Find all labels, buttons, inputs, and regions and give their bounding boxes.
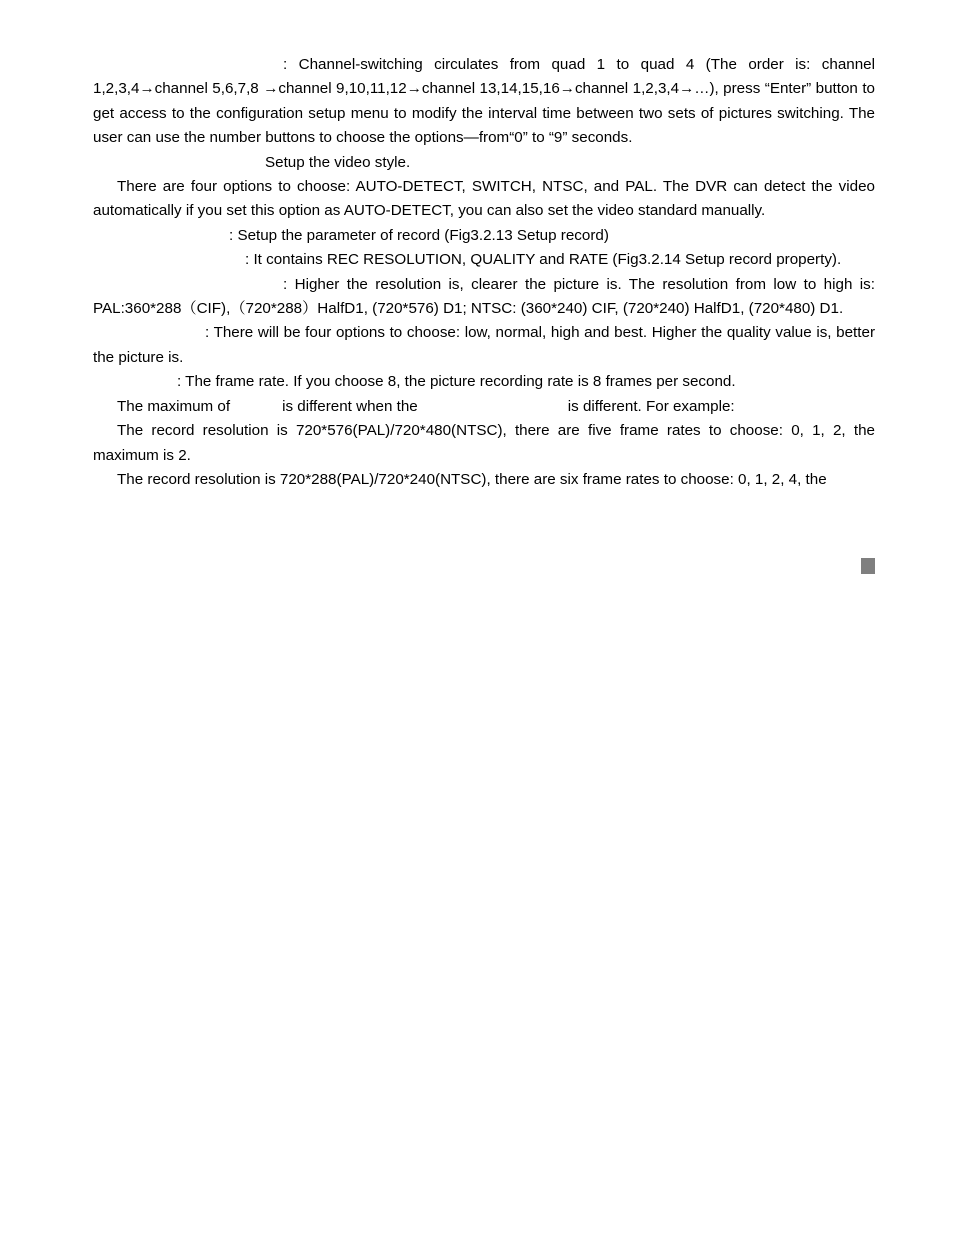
video-style-description: Setup the video style. (265, 153, 411, 171)
paragraph-record-setup (93, 224, 875, 248)
paragraph-video-style (93, 151, 875, 175)
max-text-2: is different when the (282, 397, 418, 415)
paragraph-record-property (93, 248, 875, 272)
rate-description: : The frame rate. If you choose 8, the picture recording rate is 8 frames per second. (177, 373, 736, 391)
page-marker-block (861, 558, 875, 574)
paragraph-example-d1: The record resolution is 720*576(PAL)/720*480(NTSC), there are five frame rates to choose: 0, 1, 2, the maximum is 2. (93, 422, 875, 464)
paragraph-rate-maximum (93, 395, 875, 419)
rec-resolution-description: : Higher the resolution is, clearer the picture is. The resolution from low to high is: PAL:360*288（CIF),（720*288）HalfD1, (720*576) D1; NTSC: (360*240) CIF, (720*240) HalfD1, (720*480) D1. (93, 275, 875, 318)
paragraph-quality (93, 321, 875, 370)
record-property-description: : It contains REC RESOLUTION, QUALITY and RATE (Fig3.2.14 Setup record property). (245, 251, 842, 269)
max-text-3: is different. For example: (567, 397, 735, 415)
paragraph-video-options: There are four options to choose: AUTO-DETECT, SWITCH, NTSC, and PAL. The DVR can detect the video automatically if you set this option as AUTO-DETECT, you can also set the video standard manually. (93, 178, 875, 220)
paragraph-rec-resolution (93, 273, 875, 322)
record-setup-description: : Setup the parameter of record (Fig3.2.13 Setup record) (229, 226, 609, 244)
paragraph-rate (93, 370, 875, 394)
switch-description: : Channel-switching circulates from quad 1 to quad 4 (The order is: channel 1,2,3,4→channel 5,6,7,8 →channel 9,10,11,12→channel 13,14,15,16→channel 1,2,3,4→…), press “Enter” button to get access to the configuration setup menu to modify the interval time between two sets of pictures switching. The user can use the number buttons to choose the options—from“0” to “9” seconds. (93, 56, 875, 147)
quality-description: : There will be four options to choose: low, normal, high and best. Higher the quality value is, better the picture is. (93, 324, 875, 366)
document-body (93, 53, 875, 492)
paragraph-switch-mode (93, 53, 875, 151)
paragraph-example-halfd1: The record resolution is 720*288(PAL)/720*240(NTSC), there are six frame rates to choose: 0, 1, 2, 4, the (117, 470, 827, 488)
max-text-1: The maximum of (117, 397, 231, 415)
